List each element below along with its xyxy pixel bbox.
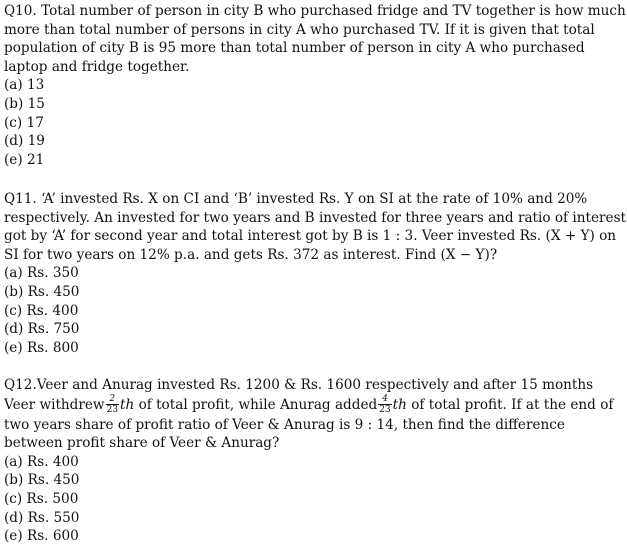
option-e: (e) Rs. 600 [4, 528, 79, 545]
option-a: (a) 13 [4, 77, 45, 94]
question-text-part2: of total profit, while Anurag added [138, 396, 378, 413]
options-list [4, 453, 626, 546]
option-b: (b) Rs. 450 [4, 472, 80, 489]
option-a: (a) Rs. 400 [4, 453, 79, 470]
th-suffix: th [392, 396, 407, 413]
option-b: (b) Rs. 450 [4, 283, 80, 300]
question-text: Q10. Total number of person in city B who purchased fridge and TV together is how much more than total number of persons in city A who purchased TV. If it is given that total population of city B is 95 more than total number of person in city A who purchased laptop and fridge together. [4, 3, 626, 75]
option-a: (a) Rs. 350 [4, 265, 79, 282]
question-text: Q11. ‘A’ invested Rs. X on CI and ‘B’ invested Rs. Y on SI at the rate of 10% and 20% respectively. An invested for two years and B invested for three years and ratio of interest got by ‘A’ for second year and total interest got by B is 1 : 3. Veer invested Rs. (X + Y) on SI for two years on 12% p.a. and gets Rs. 372 as interest. Find (X − Y)? [4, 191, 627, 263]
question-10 [4, 2, 626, 169]
options-list [4, 264, 626, 357]
option-c: (c) Rs. 400 [4, 302, 79, 319]
option-c: (c) 17 [4, 114, 44, 131]
option-b: (b) 15 [4, 95, 45, 112]
fraction-four-twentythirds [378, 394, 391, 415]
question-text [4, 376, 626, 453]
options-list [4, 76, 626, 169]
fraction-numerator: 4 [378, 394, 391, 405]
option-e: (e) Rs. 800 [4, 339, 79, 356]
fraction-numerator: 2 [106, 394, 119, 405]
th-suffix: th [120, 396, 135, 413]
question-11 [4, 190, 626, 357]
option-d: (d) Rs. 550 [4, 509, 80, 526]
question-12 [4, 376, 626, 546]
fraction-two-twentythirds [106, 394, 119, 415]
option-d: (d) 19 [4, 133, 45, 150]
fraction-denominator: 23 [106, 404, 119, 415]
option-e: (e) 21 [4, 151, 45, 168]
question-text-part1: Q12.Veer and Anurag invested Rs. 1200 & Rs. 1600 respectively and after 15 months Veer withdrew [4, 377, 594, 413]
question-text-part3: of total profit. If at the end of two years share of profit ratio of Veer & Anurag is 9 : 14, then find the difference between profit share of Veer & Anurag? [4, 396, 614, 452]
option-d: (d) Rs. 750 [4, 321, 80, 338]
option-c: (c) Rs. 500 [4, 490, 79, 507]
fraction-denominator: 23 [379, 404, 391, 415]
